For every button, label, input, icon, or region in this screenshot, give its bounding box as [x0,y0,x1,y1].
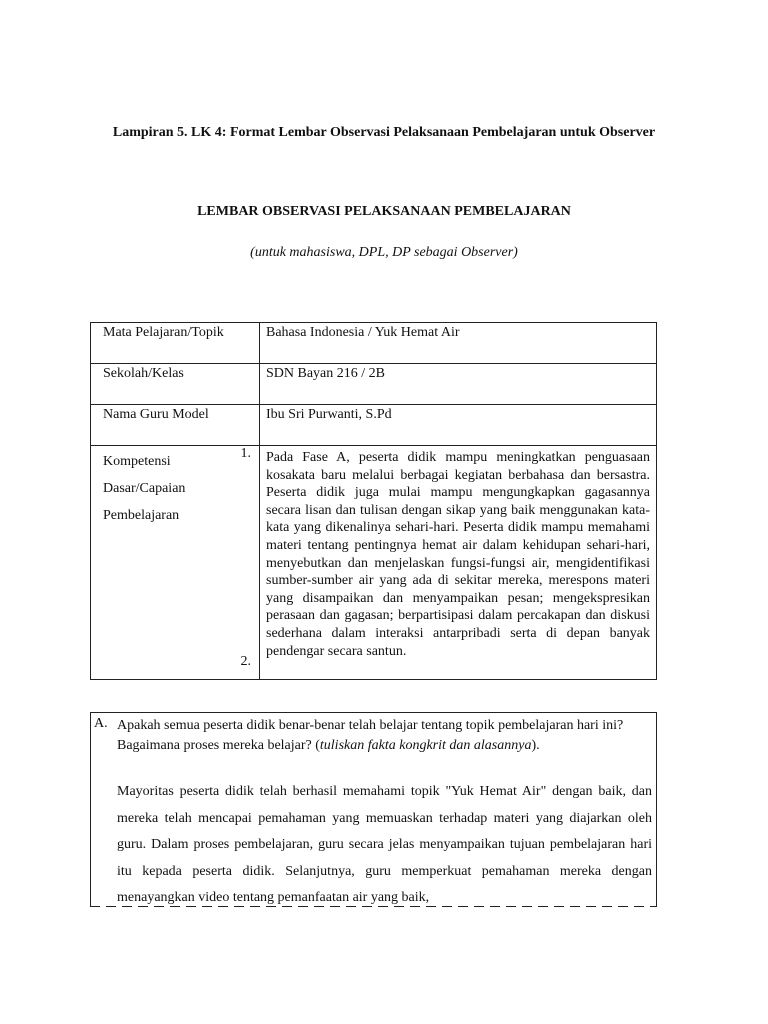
kd-label-line: Dasar/Capaian [103,481,186,496]
question-label: A. [94,716,108,731]
answer-text: Mayoritas peserta didik telah berhasil memahami topik "Yuk Hemat Air" dengan baik, dan mereka telah mencapai pemahaman yang memuaskan terhadap materi yang diajarkan oleh guru. Dalam proses pembelajaran, guru secara jelas menyampaikan tujuan pembelajaran hari itu kepada peserta didik. Selanjutnya, guru memperkuat pemahaman mereka dengan menayangkan video tentang pemanfaatan air yang baik, [117,784,652,905]
list-number: 2. [240,654,251,669]
kd-text-cell [260,446,657,680]
kd-label-line: Pembelajaran [103,508,180,523]
question-italic: tuliskan fakta kongkrit dan alasannya [319,738,532,753]
box-bottom-dashed-border [90,906,657,907]
row-value: Ibu Sri Purwanti, S.Pd [260,405,657,446]
table-row [91,446,657,680]
question-text: Apakah semua peserta didik benar-benar telah belajar tentang topik pembelajaran hari ini? Bagaimana proses mereka belajar? (tuliskan fakta kongkrit dan alasannya). [117,718,624,753]
row-value: Bahasa Indonesia / Yuk Hemat Air [260,323,657,364]
kd-label-cell [91,446,260,680]
kd-label-line: Kompetensi [103,454,171,469]
row-value: SDN Bayan 216 / 2B [260,364,657,405]
appendix-title: Lampiran 5. LK 4: Format Lembar Observasi Pelaksanaan Pembelajaran untuk Observer [112,125,656,140]
list-number: 1. [240,446,251,461]
question-a-box [90,712,657,907]
info-table [90,322,657,680]
form-title: LEMBAR OBSERVASI PELAKSANAAN PEMBELAJARAN [197,204,571,219]
row-label: Sekolah/Kelas [91,364,260,405]
table-row [91,364,657,405]
form-subtitle: (untuk mahasiswa, DPL, DP sebagai Observer) [250,245,518,260]
table-row [91,323,657,364]
kd-description: Pada Fase A, peserta didik mampu meningkatkan penguasaan kosakata baru melalui berbagai kegiatan berbahasa dan bersastra. Peserta didik juga mulai mampu mengungkapkan gagasannya secara lisan dan tulisan dengan sikap yang baik menggunakan kata-kata yang dikenalinya sehari-hari. Peserta didik mampu memahami materi tentang pentingnya hemat air dalam kehidupan sehari-hari, menyebutkan dan menjelaskan fungsi-fungsi air, mengidentifikasi sumber-sumber air yang ada di sekitar mereka, merespons materi yang disampaikan dan menyampaikan pesan; mengekspresikan perasaan dan gagasan; berpartisipasi dalam percakapan dan diskusi sederhana dalam interaksi antarpribadi serta di depan banyak pendengar secara santun. [266,450,650,659]
table-row [91,405,657,446]
row-label: Mata Pelajaran/Topik [91,323,260,364]
row-label: Nama Guru Model [91,405,260,446]
